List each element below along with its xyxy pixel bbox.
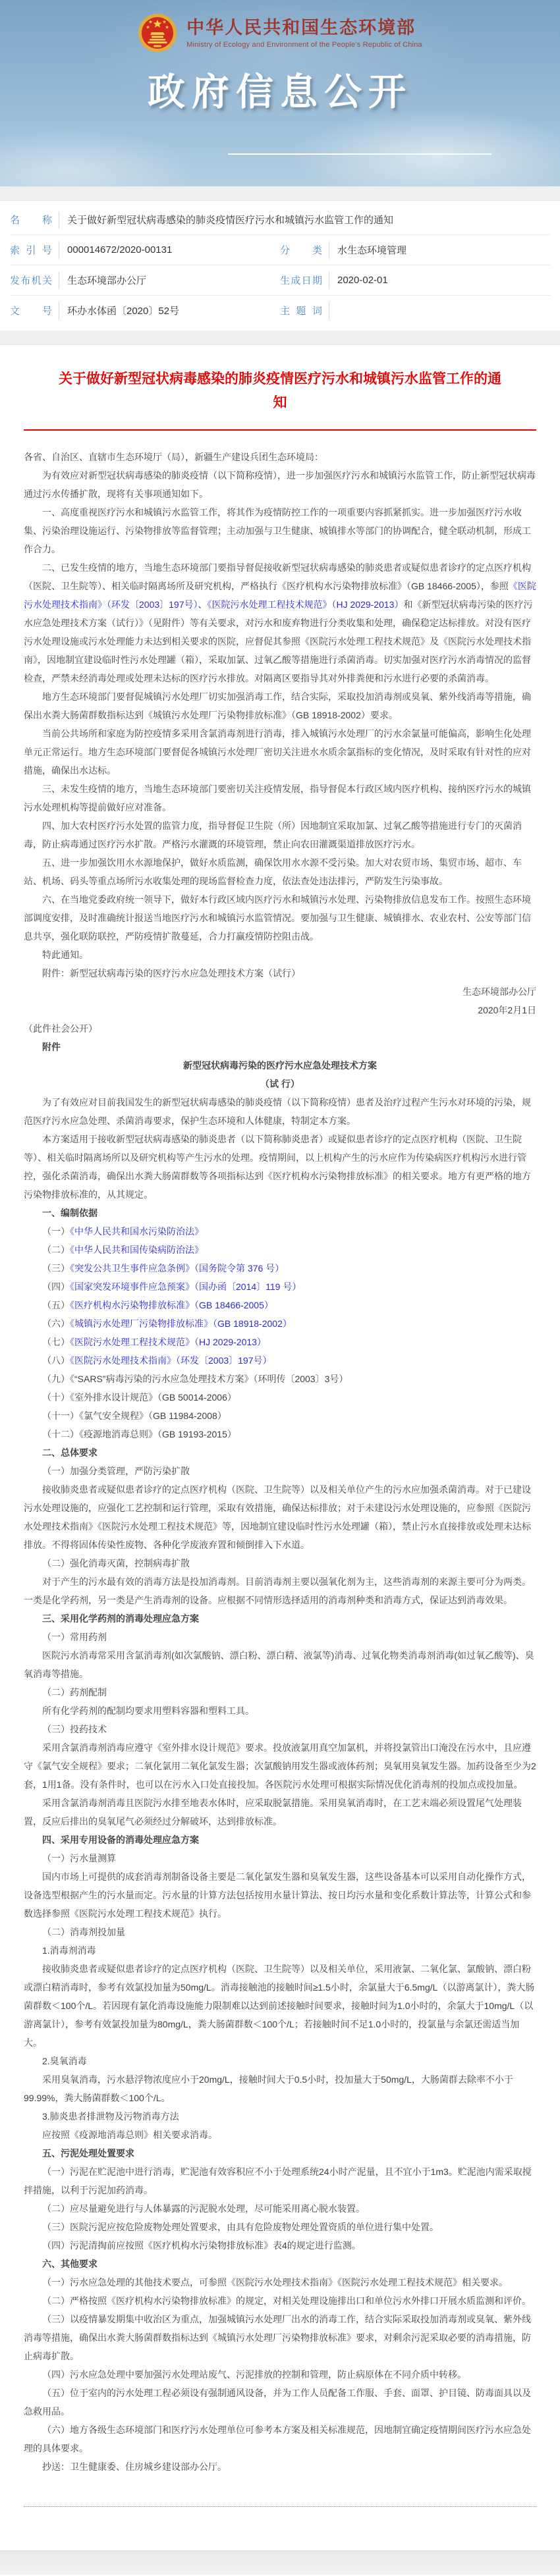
doc-paragraph: [24, 2384, 536, 2421]
doc-text: （三）投药技术: [42, 1724, 107, 1734]
doc-paragraph: [24, 1130, 536, 1204]
ministry-brand: [0, 0, 560, 53]
meta-value-category: 水生态环境管理: [337, 245, 407, 256]
meta-cell-agency: [10, 265, 280, 295]
doc-heading: [24, 2144, 536, 2162]
ministry-name-en: Ministry of Ecology and Environment of the People's Republic of China: [186, 41, 422, 49]
meta-cell-date: [280, 265, 550, 295]
doc-paragraph: [24, 1001, 536, 1019]
doc-paragraph: [24, 1351, 536, 1370]
doc-paragraph: [24, 1425, 536, 1443]
doc-paragraph: [24, 853, 536, 890]
doc-paragraph: [24, 687, 536, 724]
doc-paragraph: [24, 1296, 536, 1314]
meta-row-agency: [10, 265, 550, 296]
doc-text: 六、其他要求: [42, 2259, 98, 2269]
meta-cell-index: [10, 235, 280, 265]
doc-text: 为有效应对新型冠状病毒感染的肺炎疫情（以下简称疫情），进一步加强医疗污水和城镇污水监管工作，防止新型冠状病毒通过污水传播扩散，现将有关事项通知如下。: [24, 470, 536, 499]
doc-text: 三、未发生疫情的地方，当地生态环境部门要密切关注疫情发展，指导督促本行政区域内医疗机构、接纳医疗污水的城镇污水处理机构等提前做好应对准备。: [24, 784, 531, 813]
doc-text: 四、采用专用设备的消毒处理应急方案: [42, 1835, 199, 1845]
doc-link[interactable]: 《医疗机构水污染物排放标准》（GB 18466-2005）: [70, 1300, 273, 1310]
doc-text: 接收肺炎患者或疑似患者诊疗的定点医疗机构（医院、卫生院等）以及相关单位，采用液氯、二氧化氯、氯酸钠、漂白粉或漂白精消毒时，参考有效氯投加量为50mg/L。消毒接触池的接触时间≥1.5小时，余氯量大于6.5mg/L（以游离氯计），粪大肠菌群数＜100个/L。若因现有氯化消毒设施能力限制难以达到前述接触时间要求，接触时间为1.0小时的，余氯大于10mg/L（以游离氯计），参考有效氯投加量为80mg/L，粪大肠菌群数＜100个/L；若接触时间不足1.0小时的，投氯量与余氯还需适当加大。: [24, 1964, 535, 2048]
doc-text: （五）: [42, 1300, 70, 1310]
doc-link[interactable]: 《突发公共卫生事件应急条例》（国务院令第 376 号）: [70, 1263, 285, 1274]
pre-footer-space: [0, 2507, 560, 2550]
doc-link[interactable]: 《中华人民共和国传染病防治法》: [70, 1245, 204, 1255]
doc-text: （一）污水应急处理的其他技术要点，可参照《医院污水处理技术指南》《医院污水处理工程技术规范》相关要求。: [42, 2277, 508, 2288]
meta-value-agency: 生态环境部办公厅: [67, 275, 147, 286]
notice-body: [24, 431, 536, 2476]
doc-paragraph: [24, 2126, 536, 2144]
doc-text: 2.臭氧消毒: [42, 2056, 87, 2066]
doc-paragraph: [24, 1222, 536, 1241]
doc-text: 三、采用化学药剂的消毒处理应急方案: [42, 1613, 199, 1624]
doc-text: （二）应尽量避免进行与人体暴露的污泥脱水处理，尽可能采用离心脱水装置。: [42, 2203, 365, 2214]
doc-text: （二）严格按照《医疗机构水污染物排放标准》的规定，对相关处理设施排出口和单位污水外排口开展水质监测和评价。: [42, 2295, 531, 2306]
doc-text: 一、编制依据: [42, 1208, 98, 1218]
doc-text: （三）医院污泥应按危险废物处理处置要求，由具有危险废物处理处置资质的单位进行集中处置。: [42, 2222, 439, 2232]
doc-paragraph: [24, 1241, 536, 1259]
doc-text: 附件: [42, 1042, 61, 1052]
doc-paragraph: [24, 1019, 536, 1038]
doc-heading: [24, 1056, 536, 1075]
doc-paragraph: [24, 2162, 536, 2199]
doc-heading: [24, 1038, 536, 1056]
doc-text: （十）《室外排水设计规范》（GB 50014-2006）: [42, 1392, 237, 1403]
meta-value-date: 2020-02-01: [337, 275, 388, 286]
meta-label-date: 生成日期: [280, 275, 322, 286]
doc-text: （一）: [42, 1226, 70, 1237]
doc-paragraph: [24, 1314, 536, 1333]
doc-text: （八）: [42, 1355, 70, 1366]
doc-paragraph: [24, 890, 536, 946]
doc-heading: [24, 1204, 536, 1222]
doc-text: 医院污水消毒常采用含氯消毒剂(如次氯酸钠、漂白粉、漂白精、液氯等)消毒、过氧化物类消毒剂消毒(如过氧乙酸等)、臭氧消毒等措施。: [24, 1650, 534, 1679]
doc-text: 应按照《疫源地消毒总则》相关要求消毒。: [42, 2130, 217, 2140]
doc-text: 生态环境部办公厅: [462, 986, 536, 997]
document-content: [0, 345, 560, 2476]
meta-value-index: 000014672/2020-00131: [67, 244, 173, 255]
doc-text: （二）消毒剂投加量: [42, 1927, 125, 1937]
meta-row-index: [10, 235, 550, 265]
doc-link[interactable]: 《国家突发环境事件应急预案》（国办函〔2014〕119 号）: [70, 1281, 302, 1292]
doc-text: 2020年2月1日: [478, 1005, 536, 1015]
doc-paragraph: [24, 503, 536, 558]
meta-label-name: 名 称: [10, 215, 52, 226]
meta-label-docno: 文 号: [10, 306, 52, 317]
ministry-name-cn: 中华人民共和国生态环境部: [186, 18, 416, 38]
doc-text: 二、总体要求: [42, 1447, 98, 1458]
doc-paragraph: [24, 1702, 536, 1720]
meta-cell-category: [280, 235, 550, 265]
doc-paragraph: [24, 1480, 536, 1554]
doc-text: 和《新型冠状病毒污染的医疗污水应急处理技术方案（试行）》（见附件）等有关要求，对污水和废弃物进行分类收集和处理，确保稳定达标排放。对没有医疗污水处理设施或污水处理能力未达到相关要求的医院，应督促其参照《医院污水处理工程技术规范》及《医院污水处理技术指南》，因地制宜建设临时性污水处理罐（箱），采取加氯、过氧乙酸等措施进行杀菌消毒。切实加强对医疗污水消毒情况的监督检查，严禁未经消毒处理或处理未达标的医疗污水排放。对隔离区要指导其对外排粪便和污水进行必要的杀菌消毒。: [24, 599, 533, 684]
meta-row-name: [10, 205, 550, 235]
doc-paragraph: [24, 2273, 536, 2292]
doc-text: 一、高度重视医疗污水和城镇污水监管工作，将其作为疫情防控工作的一项重要内容抓紧抓实。进一步加强医疗污水收集、污染治理设施运行、污染物排放等监督管理；主动加强与卫生健康、城镇排水等部门的协调配合，健全联动机制，形成工作合力。: [24, 507, 531, 554]
doc-text: 二、已发生疫情的地方，当地生态环境部门要指导督促接收新型冠状病毒感染的肺炎患者或疑似患者诊疗的定点医疗机构（医院、卫生院等）、相关临时隔离场所及研究机构，严格执行《医疗机构水污染物排放标准》（GB 18466-2005），参照: [24, 562, 531, 591]
banner-title: 政府信息公开: [148, 71, 412, 113]
doc-paragraph: [24, 1720, 536, 1738]
doc-text: 当前公共场所和家庭为防控疫情多采用含氯消毒剂进行消毒，排入城镇污水处理厂的污水余氯量可能偏高，影响生化处理单元正常运行。地方生态环境部门要督促各城镇污水处理厂密切关注进水水质余氯指标的变化情况，及时采取有针对性的应对措施，确保出水达标。: [24, 728, 531, 776]
doc-text: （四）: [42, 1281, 70, 1292]
page-footer: [0, 2550, 560, 2575]
doc-paragraph: [24, 1646, 536, 1683]
doc-text: 五、污泥处理处置要求: [42, 2148, 134, 2159]
doc-text: （一）加强分类管理，严防污染扩散: [42, 1466, 190, 1476]
separator-band-bottom: [0, 331, 560, 345]
doc-text: （二）: [42, 1245, 70, 1255]
doc-text: （此件社会公开）: [24, 1023, 98, 1034]
doc-text: （十二）《疫源地消毒总则》（GB 19193-2015）: [42, 1429, 237, 1439]
doc-text: 四、加大农村医疗污水处置的监管力度，指导督促卫生院（所）因地制宜采取加氯、过氧乙酸等措施进行专门的灭菌消毒，防止病毒通过医疗污水扩散。严格污水灌溉的环境管理，禁止向农田灌溉渠道排放医疗污水。: [24, 820, 522, 849]
doc-text: （一）常用药剂: [42, 1632, 107, 1642]
doc-paragraph: [24, 1867, 536, 1923]
doc-paragraph: [24, 1462, 536, 1480]
doc-paragraph: [24, 2310, 536, 2365]
doc-paragraph: [24, 1849, 536, 1867]
banner-underline: [228, 153, 491, 155]
doc-paragraph: [24, 1628, 536, 1646]
doc-paragraph: [24, 2457, 536, 2476]
doc-link[interactable]: 《医院污水处理技术指南》（环发〔2003〕197号）、《医院污水处理工程技术规范》（HJ 2029-2013）: [24, 581, 536, 610]
doc-text: 3.肺炎患者排泄物及污物消毒方法: [42, 2111, 179, 2122]
doc-text: 附件：新型冠状病毒污染的医疗污水应急处理技术方案（试行）: [42, 968, 300, 979]
doc-text: 本方案适用于接收新型冠状病毒感染的肺炎患者（以下简称肺炎患者）或疑似患者诊疗的定点医疗机构（医院、卫生院等）、相关临时隔离场所以及研究机构等产生污水的处理。疫情期间，以上机构产生的污水应作为传染病医疗机构污水进行管控，强化杀菌消毒，确保出水粪大肠菌群数等各项指标达到《医疗机构水污染物排放标准》的相关要求。地方有更严格的地方污染物排放标准的，从其规定。: [24, 1134, 531, 1200]
doc-paragraph: [24, 1407, 536, 1425]
doc-paragraph: [24, 982, 536, 1001]
doc-paragraph: [24, 2365, 536, 2384]
doc-paragraph: [24, 1923, 536, 1941]
doc-paragraph: [24, 1738, 536, 1794]
doc-text: 采用臭氧消毒，污水悬浮物浓度应小于20mg/L，接触时间大于0.5小时，投加量大于50mg/L，大肠菌群去除率不小于99.99%，粪大肠菌群数＜100个/L。: [24, 2074, 513, 2103]
doc-text: 抄送：卫生健康委、住房城乡建设部办公厅。: [42, 2461, 227, 2472]
doc-text: 采用含氯消毒剂消毒且医院污水排至地表水体时，应采取脱氯措施。采用臭氧消毒时，在工艺末端必须设置尾气处理装置，反应后排出的臭氧尾气必须经过分解破坏，达到排放标准。: [24, 1798, 522, 1827]
doc-paragraph: [24, 1388, 536, 1407]
doc-paragraph: [24, 2218, 536, 2236]
doc-text: 对于产生的污水最有效的消毒方法是投加消毒剂。目前消毒剂主要以强氧化剂为主，这些消毒剂的来源主要可分为两类。一类是化学药剂，另一类是产生消毒剂的设备。应根据不同情形选择适用的消毒剂种类和消毒方式，保证达到消毒效果。: [24, 1576, 531, 1605]
doc-text: 地方生态环境部门要督促城镇污水处理厂切实加强消毒工作，结合实际，采取投加消毒剂或臭氧、紫外线消毒等措施，确保出水粪大肠菌群数指标达到《城镇污水处理厂污染物排放标准》（GB 18918-2002）要求。: [24, 691, 531, 720]
meta-label-index: 索 引 号: [10, 245, 52, 256]
doc-text: （试 行）: [260, 1079, 300, 1089]
doc-text: 五、进一步加强饮用水水源地保护，做好水质监测，确保饮用水水源不受污染。加大对农贸市场、集贸市场、超市、车站、机场、码头等重点场所污水收集处理的现场监督检查力度，依法查处违法排污，严防发生污染事故。: [24, 857, 522, 886]
doc-text: （四）污水应急处理中要加强污水处理站废气、污泥排放的控制和管理，防止病原体在不同介质中转移。: [42, 2369, 466, 2380]
doc-text: 六、在当地党委政府统一领导下，做好本行政区域内医疗污水和城镇污水处理、污染物排放信息发布工作。按照生态环境部调度安排，及时准确统计报送当地医疗污水和城镇污水监管情况。要加强与卫生健康、城镇排水、农业农村、公安等部门信息共享，强化联防联控，严防疫情扩散蔓延，合力打赢疫情防控阻击战。: [24, 894, 531, 942]
doc-text: 国内市场上可提供的成套消毒剂制备设备主要是二氧化氯发生器和臭氧发生器，这些设备基本可以采用自动化操作方式，设备选型根据产生的污水量而定。污水量的计算方法包括按用水量计算法、按日均污水量和变化系数计算法等，计算公式和参数选择参照《医院污水处理工程技术规范》执行。: [24, 1871, 531, 1919]
doc-paragraph: [24, 724, 536, 780]
doc-paragraph: [24, 1572, 536, 1609]
doc-paragraph: [24, 2292, 536, 2310]
doc-heading: [24, 2255, 536, 2273]
doc-paragraph: [24, 1259, 536, 1277]
doc-text: 1.消毒剂消毒: [42, 1945, 96, 1956]
doc-paragraph: [24, 1554, 536, 1572]
doc-text: （六）地方各级生态环境部门和医疗污水处理单位可参考本方案及相关标准规范，因地制宜确定疫情期间医疗污水应急处理的具体要求。: [24, 2425, 531, 2454]
doc-paragraph: [24, 2107, 536, 2126]
meta-label-subject: 主 题 词: [280, 306, 322, 317]
doc-text: （七）: [42, 1337, 70, 1347]
doc-text: 特此通知。: [42, 950, 88, 960]
doc-text: （九）《“SARS”病毒污染的污水应急处理技术方案》（环明传〔2003〕3号）: [42, 1374, 349, 1384]
doc-paragraph: [24, 2052, 536, 2070]
meta-value-docno: 环办水体函〔2020〕52号: [67, 306, 180, 317]
separator-band-top: [0, 186, 560, 201]
doc-text: 为了有效应对目前我国发生的新型冠状病毒感染的肺炎疫情（以下简称疫情）患者及治疗过程产生污水对环境的污染，规范医疗污水应急处理、杀菌消毒要求，保护生态环境和人体健康，特制定本方案。: [24, 1097, 531, 1126]
meta-row-docno: [10, 296, 550, 325]
doc-text: （十一）《氯气安全规程》（GB 11984-2008）: [42, 1410, 227, 1421]
doc-paragraph: [24, 2421, 536, 2457]
doc-title: 关于做好新型冠状病毒感染的肺炎疫情医疗污水和城镇污水监管工作的通知: [59, 371, 501, 410]
doc-paragraph: [24, 2070, 536, 2107]
doc-paragraph: [24, 964, 536, 982]
doc-paragraph: [24, 946, 536, 964]
doc-paragraph: [24, 2236, 536, 2255]
doc-paragraph: [24, 466, 536, 503]
doc-paragraph: [24, 1370, 536, 1388]
doc-heading: [24, 1443, 536, 1462]
doc-text: 各省、自治区、直辖市生态环境厅（局），新疆生产建设兵团生态环境局：: [24, 452, 323, 462]
doc-text: 接收肺炎患者或疑似患者诊疗的定点医疗机构（医院、卫生院等）以及相关单位产生的污水应加强杀菌消毒。对于已建设污水处理设施的，应强化工艺控制和运行管理，采取有效措施，确保达标排放；对于未建设污水处理设施的，应参照《医院污水处理技术指南》《医院污水处理工程技术规范》等，因地制宜建设临时性污水处理罐（箱），禁止污水直接排放或处理未达标排放。不得将固体传染性废物、各种化学废液弃置和倾倒排入下水道。: [24, 1484, 531, 1550]
doc-text: （一）污泥在贮泥池中进行消毒，贮泥池有效容积应不小于处理系统24小时产泥量，且不宜小于1m3。贮泥池内需采取搅拌措施，以利于污泥加药消毒。: [24, 2166, 532, 2195]
doc-paragraph: [24, 1333, 536, 1351]
document-meta-table: [0, 201, 560, 331]
doc-text: 所有化学药剂的配制均要求用塑料容器和塑料工具。: [42, 1705, 254, 1716]
doc-link[interactable]: 《城镇污水处理厂污染物排放标准》（GB 18918-2002）: [70, 1318, 292, 1329]
doc-text: 采用含氯消毒剂消毒应遵守《室外排水设计规范》要求。投放液氯用真空加氯机，并将投氯管出口淹没在污水中，且应遵守《氯气安全规程》要求；二氧化氯用二氧化氯发生器；次氯酸钠用发生器或液体药剂；臭氧用臭氧发生器。加药设备至少为2套，1用1备。没有条件时，也可以在污水入口处直接投加。各医院污水处理可根据实际情况优化消毒剂的投加点或投加量。: [24, 1742, 536, 1790]
doc-paragraph: [24, 558, 536, 687]
doc-text: （四）污泥清掏前应按照《医疗机构水污染物排放标准》表4的规定进行监测。: [42, 2240, 361, 2251]
doc-paragraph: [24, 448, 536, 466]
doc-paragraph: [24, 1941, 536, 1960]
site-header: [0, 0, 560, 186]
ministry-names: [186, 17, 422, 49]
doc-text: （一）污水量测算: [42, 1853, 116, 1864]
doc-text: （二）药剂配制: [42, 1687, 107, 1698]
doc-paragraph: [24, 2199, 536, 2218]
doc-text: （三）: [42, 1263, 70, 1274]
doc-heading: [24, 1075, 536, 1093]
doc-text: （六）: [42, 1318, 70, 1329]
doc-paragraph: [24, 780, 536, 817]
doc-paragraph: [24, 817, 536, 853]
doc-paragraph: [24, 1794, 536, 1831]
doc-paragraph: [24, 1277, 536, 1296]
meta-cell-name: [10, 205, 550, 234]
doc-text: 新型冠状病毒污染的医疗污水应急处理技术方案: [183, 1060, 377, 1071]
doc-paragraph: [24, 1960, 536, 2052]
doc-paragraph: [24, 1093, 536, 1130]
doc-heading: [24, 1609, 536, 1628]
doc-heading: [24, 1831, 536, 1849]
meta-label-category: 分 类: [280, 245, 322, 256]
meta-cell-docno: [10, 296, 280, 325]
doc-link[interactable]: 《中华人民共和国水污染防治法》: [70, 1226, 204, 1237]
doc-link[interactable]: 《医院污水处理技术指南》（环发〔2003〕197号）: [70, 1355, 272, 1366]
meta-label-agency: 发布机关: [10, 275, 52, 286]
doc-text: （五）位于室内的污水处理工程必须设有强制通风设备，并为工作人员配备工作服、手套、面罩、护目镜、防毒面具以及急救用品。: [24, 2388, 531, 2417]
doc-link[interactable]: 《医院污水处理工程技术规范》（HJ 2029-2013）: [70, 1337, 266, 1347]
national-emblem-icon: [138, 13, 177, 53]
meta-cell-subject: [280, 296, 550, 325]
doc-text: （二）强化消毒灭菌，控制病毒扩散: [42, 1558, 190, 1569]
meta-value-name: 关于做好新型冠状病毒感染的肺炎疫情医疗污水和城镇污水监管工作的通知: [67, 215, 394, 226]
doc-paragraph: [24, 1683, 536, 1702]
doc-text: （三）以疫情暴发期集中收治区为重点，加强城镇污水处理厂出水的消毒工作，结合实际采取投加消毒剂或臭氧、紫外线消毒等措施，确保出水粪大肠菌群数指标达到《城镇污水处理厂污染物排放标准》要求，对剩余污泥采取必要的消毒措施，防止病毒扩散。: [24, 2314, 531, 2361]
